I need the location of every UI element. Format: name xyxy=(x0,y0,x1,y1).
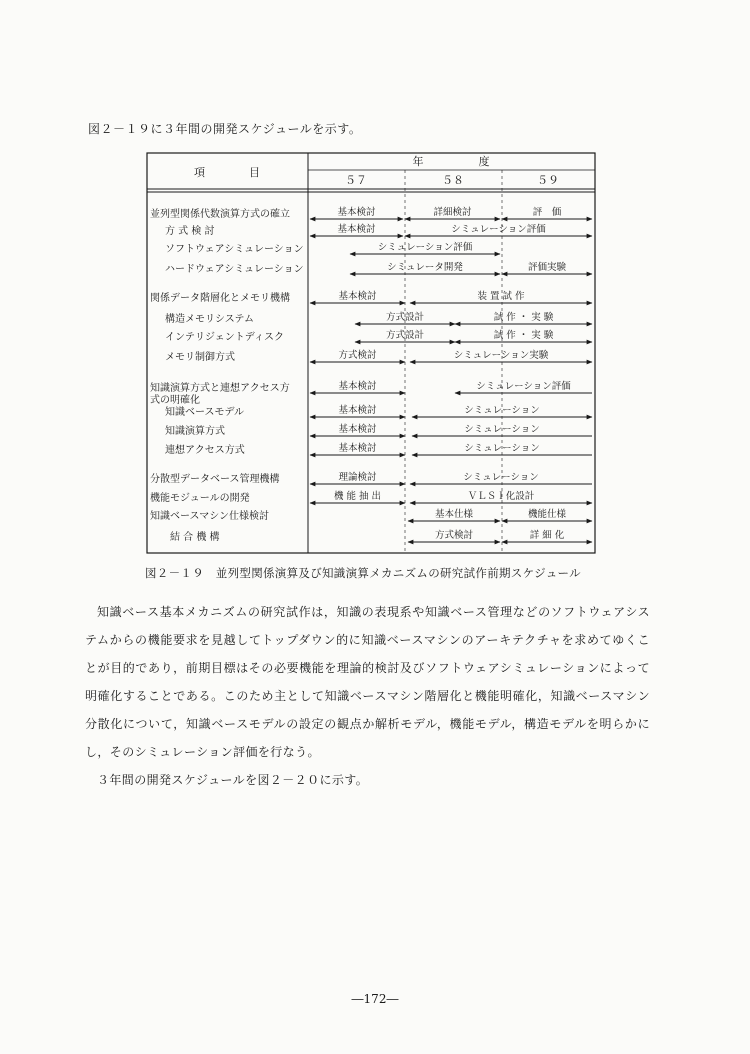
schedule-task-label: 方式検討 xyxy=(434,530,474,541)
schedule-rows xyxy=(150,206,592,543)
header-year: 年 度 xyxy=(412,155,490,168)
schedule-task-label: シミュレーション xyxy=(464,424,540,435)
schedule-task-label: 基本検討 xyxy=(337,224,376,235)
paragraph: ３年間の開発スケジュールを図２－２０に示す。 xyxy=(97,773,369,787)
schedule-task-label: 基本検討 xyxy=(338,405,377,416)
row-label: メモリ制御方式 xyxy=(165,352,235,363)
row-label-continued: 式の明確化 xyxy=(150,395,200,406)
schedule-task-label: 試 作 ・ 実 験 xyxy=(493,312,554,323)
row-label: ハードウェアシミュレーション xyxy=(165,264,304,275)
row-label: 機能モジュールの開発 xyxy=(150,493,250,504)
row-label: 構造メモリシステム xyxy=(165,314,254,325)
schedule-task-label: 基本検討 xyxy=(338,424,377,435)
schedule-task-label: 方式設計 xyxy=(385,312,425,323)
schedule-task-label: 機 能 抽 出 xyxy=(333,491,382,502)
year-58: ５８ xyxy=(442,174,464,187)
row-label: 結 合 機 構 xyxy=(170,532,220,543)
schedule-task-label: シミュレーション評価 xyxy=(451,224,546,235)
schedule-task-label: 理論検討 xyxy=(338,472,377,483)
schedule-task-label: シミュレータ開発 xyxy=(387,262,463,273)
row-label: 知識演算方式と連想アクセス方 xyxy=(150,383,290,394)
schedule-task-label: 装 置 試 作 xyxy=(477,291,525,302)
row-label: 並列型関係代数演算方式の確立 xyxy=(150,209,290,220)
row-label: インテリジェントディスク xyxy=(165,332,284,343)
schedule-task-label: シミュレーション評価 xyxy=(476,381,571,392)
year-59: ５９ xyxy=(537,174,559,187)
schedule-task-label: 詳細検討 xyxy=(433,207,472,218)
schedule-task-label: シミュレーション評価 xyxy=(377,242,473,253)
schedule-task-label: 基本仕様 xyxy=(434,509,474,520)
schedule-task-label: シミュレーション xyxy=(463,472,539,483)
header-item: 項 目 xyxy=(194,166,260,179)
schedule-task-label: 試 作 ・ 実 験 xyxy=(493,330,554,341)
schedule-task-label: 評価実験 xyxy=(527,262,567,273)
row-label: 連想アクセス方式 xyxy=(165,445,245,456)
row-label: 知識ベースマシン仕様検討 xyxy=(150,511,270,522)
schedule-task-label: 評 価 xyxy=(532,207,562,218)
row-label: 知識演算方式 xyxy=(165,426,225,437)
schedule-task-label: 方式検討 xyxy=(338,350,377,361)
schedule-task-label: 基本検討 xyxy=(338,291,377,302)
schedule-task-label: 基本検討 xyxy=(338,443,377,454)
schedule-task-label: 方式設計 xyxy=(385,330,425,341)
page-number: ―172― xyxy=(351,992,399,1006)
paragraph: 知識ベース基本メカニズムの研究試作は，知識の表現系や知識ベース管理などのソフトウェアシステムからの機能要求を見越してトップダウン的に知識ベースマシンのアーキテクチャを求めてゆくことが目的であり，前期目標はその必要機能を理論的検討及びソフトウェアシミュレーションによって明確化することである。このため主として知識ベースマシン階層化と機能明確化，知識ベースマシン分散化について，知識ベースモデルの設定の観点か解析モデル，機能モデル，構造モデルを明らかにし，そのシミュレーション評価を行なう。 xyxy=(85,605,650,759)
schedule-task-label: シミュレーション xyxy=(464,443,540,454)
schedule-task-label: ＶＬＳＩ化設計 xyxy=(467,491,535,502)
row-label: 方 式 検 討 xyxy=(165,226,215,237)
year-57: ５７ xyxy=(345,174,367,187)
schedule-task-label: 詳 細 化 xyxy=(529,530,565,541)
row-label: 関係データ階層化とメモリ機構 xyxy=(150,293,290,304)
intro-text: 図２－１９に３年間の開発スケジュールを示す。 xyxy=(88,122,362,136)
row-label: ソフトウェアシミュレーション xyxy=(165,244,304,255)
row-label: 分散型データベース管理機構 xyxy=(150,474,280,485)
schedule-task-label: シミュレーション xyxy=(464,405,540,416)
schedule-task-label: 機能仕様 xyxy=(527,509,567,520)
body-text xyxy=(85,598,650,794)
schedule-task-label: 基本検討 xyxy=(338,381,377,392)
schedule-task-label: 基本検討 xyxy=(337,207,376,218)
row-label: 知識ベースモデル xyxy=(165,407,244,418)
figure-caption: 図２－１９ 並列型関係演算及び知識演算メカニズムの研究試作前期スケジュール xyxy=(145,566,581,580)
schedule-task-label: シミュレーション実験 xyxy=(453,350,549,361)
